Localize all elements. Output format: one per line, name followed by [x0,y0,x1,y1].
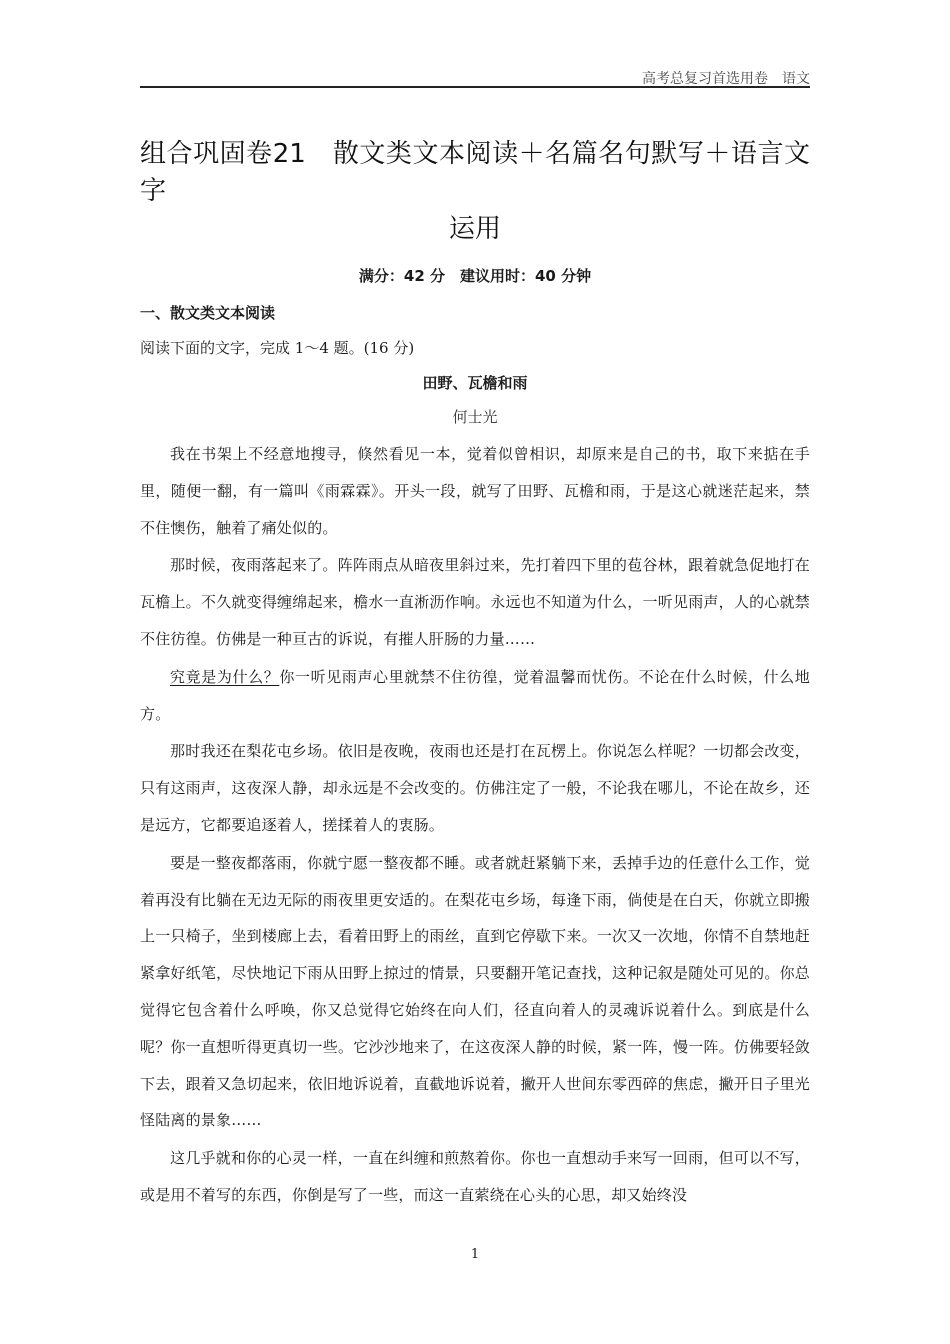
essay-body [140,436,810,1215]
section-heading: 一、散文类文本阅读 [140,304,276,322]
essay-title: 田野、瓦檐和雨 [422,374,528,392]
paper-title-line1: 组合巩固卷21 散文类文本阅读＋名篇名句默写＋语言文字 [140,139,810,206]
instruction-text: 阅读下面的文字，完成 1～4 题。(16 分) [140,339,415,357]
running-header: 高考总复习首选用卷 语文 [642,71,810,87]
paper-title-line2: 运用 [448,214,501,244]
paragraph-text: 你一听见雨声心里就禁不住彷徨，觉着温馨而忧伤。不论在什么时候，什么地方。 [140,667,810,723]
paragraph: 我在书架上不经意地搜寻，倏然看见一本，觉着似曾相识，却原来是自己的书，取下来掂在手里，随便一翻，有一篇叫《雨霖霖》。开头一段，就写了田野、瓦檐和雨，于是这心就迷茫起来，禁不住懊伤，触着了痛处似的。 [140,445,810,537]
essay-author: 何士光 [452,408,498,426]
paragraph [140,659,810,733]
paragraph: 那时候，夜雨落起来了。阵阵雨点从暗夜里斜过来，先打着四下里的苞谷林，跟着就急促地打在瓦檐上。不久就变得缠绵起来，檐水一直淅沥作响。永远也不知道为什么，一听见雨声，人的心就禁不住彷徨。仿佛是一种亘古的诉说，有摧人肝肠的力量…… [140,556,810,648]
paragraph: 要是一整夜都落雨，你就宁愿一整夜都不睡。或者就赶紧躺下来，丢掉手边的任意什么工作，觉着再没有比躺在无边无际的雨夜里更安适的。在梨花屯乡场，每逢下雨，倘使是在白天，你就立即搬上一只椅子，坐到楼廊上去，看着田野上的雨丝，直到它停歇下来。一次又一次地，你情不自禁地赶紧拿好纸笔，尽快地记下雨从田野上掠过的情景，只要翻开笔记查找，这种记叙是随处可见的。你总觉得它包含着什么呼唤，你又总觉得它始终在向人们，径直向着人的灵魂诉说着什么。到底是什么呢？你一直想听得更真切一些。它沙沙地来了，在这夜深人静的时候，紧一阵，慢一阵。仿佛要轻敛下去，跟着又急切起来，依旧地诉说着，直截地诉说着，撇开人世间东零西碎的焦虑，撇开日子里光怪陆离的景象…… [140,853,810,1130]
paragraph: 那时我还在梨花屯乡场。依旧是夜晚，夜雨也还是打在瓦楞上。你说怎么样呢？一切都会改变，只有这雨声，这夜深人静，却永远是不会改变的。仿佛注定了一般，不论我在哪儿，不论在故乡，还是远方，它都要追逐着人，搓揉着人的衷肠。 [140,742,810,834]
page-number: 1 [470,1247,480,1262]
underlined-question: 究竟是为什么？ [170,667,280,686]
header-rule [140,86,810,88]
score-and-time: 满分：42 分 建议用时：40 分钟 [358,267,592,285]
paragraph: 这几乎就和你的心灵一样，一直在纠缠和煎熬着你。你也一直想动手来写一回雨，但可以不写，或是用不着写的东西，你倒是写了一些，而这一直萦绕在心头的心思，却又始终没 [140,1149,810,1204]
